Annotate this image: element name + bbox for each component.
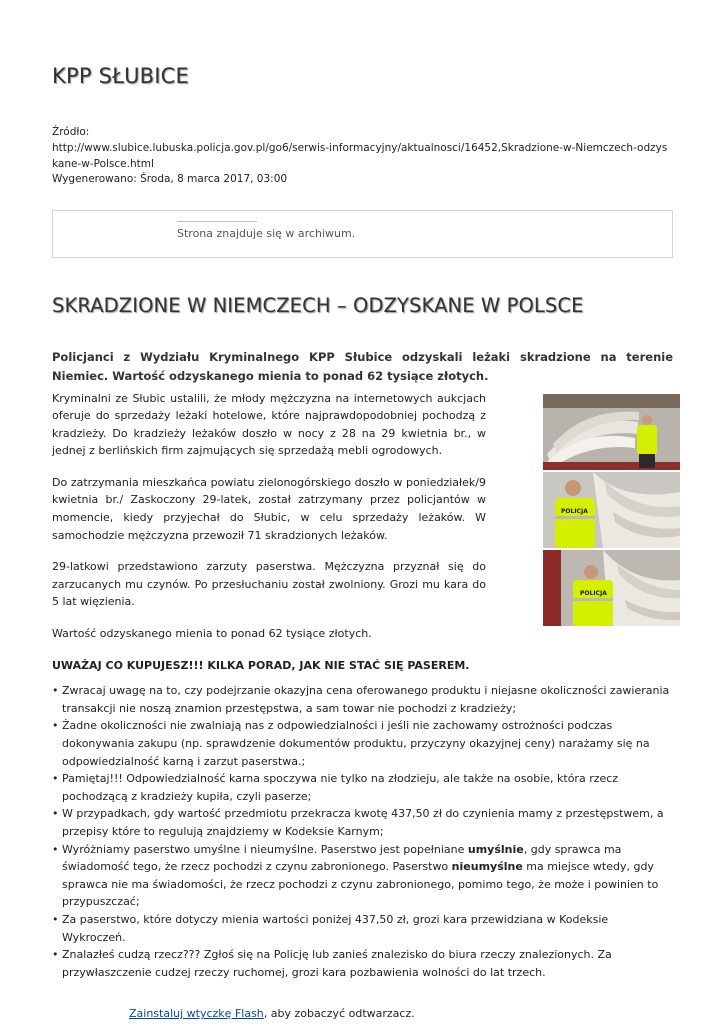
- source-label: Źródło:: [52, 126, 90, 139]
- list-item: [52, 841, 673, 911]
- tip-text: , gdy sprawca ma świadomość tego, że rzecz pochodzi z czynu zabronionego. Paserstwo: [62, 842, 622, 874]
- paragraph: Do zatrzymania mieszkańca powiatu zielonogórskiego doszło w poniedziałek/9 kwietnia br./ Zaskoczony 29-latek, został zatrzymany przez policjantów w momencie, kiedy przyjechał do Słubic, w celu sprzedaży leżaków. W samochodzie mężczyzna przewoził 71 skradzionych leżaków.: [52, 475, 486, 542]
- tip-text: Za paserstwo, które dotyczy mienia wartości poniżej 437,50 zł, grozi kara przewidziana w Kodeksie Wykroczeń.: [62, 912, 609, 944]
- article-lead: Policjanci z Wydziału Kryminalnego KPP Słubice odzyskali leżaki skradzione na terenie Niemiec. Wartość odzyskanego mienia to ponad 62 tysiące złotych.: [52, 349, 673, 383]
- list-item: [52, 682, 673, 717]
- bullet-icon: •: [52, 719, 59, 733]
- tip-text: Pamiętaj!!! Odpowiedzialność karna spoczywa nie tylko na złodzieju, ale także na osobie, która rzecz pochodzącą z kradzieży kupiła, czyli paserze;: [62, 772, 619, 803]
- paragraph: Wartość odzyskanego mienia to ponad 62 tysiące złotych.: [52, 627, 372, 641]
- archive-notice: Strona znajduje się w archiwum.: [177, 227, 356, 241]
- photo-3[interactable]: [543, 550, 680, 626]
- warning-heading: UWAŻAJ CO KUPUJESZ!!! KILKA PORAD, JAK NIE STAĆ SIĘ PASEREM.: [52, 658, 470, 672]
- article-title: SKRADZIONE W NIEMCZECH – ODZYSKANE W POLSCE: [52, 294, 584, 318]
- bullet-icon: •: [52, 842, 59, 856]
- bullet-icon: •: [52, 912, 59, 926]
- list-item: [52, 946, 673, 981]
- install-flash-link[interactable]: Zainstaluj wtyczkę Flash: [129, 1007, 264, 1021]
- list-item: [52, 717, 673, 770]
- tip-emphasis: nieumyślne: [451, 860, 523, 874]
- vest-label: POLICJA: [561, 507, 588, 515]
- bullet-icon: •: [52, 684, 59, 698]
- flash-notice: [52, 1005, 673, 1023]
- tip-text: Wyróżniamy paserstwo umyślne i nieumyślne. Paserstwo jest popełniane: [62, 842, 468, 856]
- paragraph: Kryminalni ze Słubic ustalili, że młody mężczyzna na internetowych aukcjach oferuje do sprzedaży leżaki hotelowe, które najprawdopodobniej pochodzą z kradzieży. Do kradzieży leżaków doszło w nocy z 28 na 29 kwietnia br., w jednej z berlińskich firm zajmujących się sprzedażą mebli ogrodowych.: [52, 391, 486, 458]
- tip-text: ma miejsce wtedy, gdy sprawca nie ma świadomości, że rzecz pochodzi z czynu zabronionego, pomimo tego, że może i powinien to przypuszczać;: [62, 860, 659, 909]
- photo-column: [543, 394, 680, 628]
- source-url: http://www.slubice.lubuska.policja.gov.pl/go6/serwis-informacyjny/aktualnosci/16452,Skradzione-w-Niemczech-odzyskane-w-Polsce.html: [52, 141, 668, 170]
- archive-divider: [177, 221, 257, 222]
- site-title: KPP SŁUBICE: [52, 64, 190, 88]
- flash-notice-text: , aby zobaczyć odtwarzacz.: [263, 1007, 415, 1021]
- tip-text: W przypadkach, gdy wartość przedmiotu przekracza kwotę 437,50 zł do czynienia mamy z przestępstwem, a przepisy które to regulują znajdziemy w Kodeksie Karnym;: [62, 807, 664, 838]
- source-meta: [52, 125, 673, 188]
- vest-label: POLICJA: [580, 589, 607, 597]
- tip-emphasis: umyślnie: [467, 842, 524, 856]
- generated-date: Wygenerowano: Środa, 8 marca 2017, 03:00: [52, 173, 288, 186]
- bullet-icon: •: [52, 772, 59, 786]
- tip-text: Zwracaj uwagę na to, czy podejrzanie okazyjna cena oferowanego produktu i niejasne okoliczności zawierania transakcji nie noszą znamion przestępstwa, a sam towar nie pochodzi z kradzieży;: [62, 684, 670, 715]
- paragraph: 29-latkowi przedstawiono zarzuty paserstwa. Mężczyzna przyznał się do zarzucanych mu czynów. Po przesłuchaniu został zwolniony. Grozi mu kara do 5 lat więzienia.: [52, 560, 486, 609]
- list-item: [52, 805, 673, 840]
- list-item: [52, 911, 673, 946]
- article-body: [52, 390, 673, 1023]
- photo-1[interactable]: [543, 394, 680, 470]
- photo-2[interactable]: [543, 472, 680, 548]
- bullet-icon: •: [52, 948, 59, 962]
- archive-notice-box: [52, 210, 673, 258]
- tip-text: Żadne okoliczności nie zwalniają nas z odpowiedzialności i jeśli nie zachowamy ostrożności podczas dokonywania zakupu (np. sprawdzenie dokumentów produktu, przyczyny okazyjnej ceny) narażamy się na odpowiedzialność karną i zarzut paserstwa.;: [62, 719, 650, 768]
- article-text: [52, 390, 486, 643]
- list-item: [52, 770, 673, 805]
- tips-list: [52, 682, 673, 981]
- tip-text: Znalazłeś cudzą rzecz??? Zgłoś się na Policję lub zanieś znalezisko do biura rzeczy znalezionych. Za przywłaszczenie cudzej rzeczy ruchomej, grozi kara pozbawienia wolności do lat trzech.: [62, 948, 612, 979]
- bullet-icon: •: [52, 807, 59, 821]
